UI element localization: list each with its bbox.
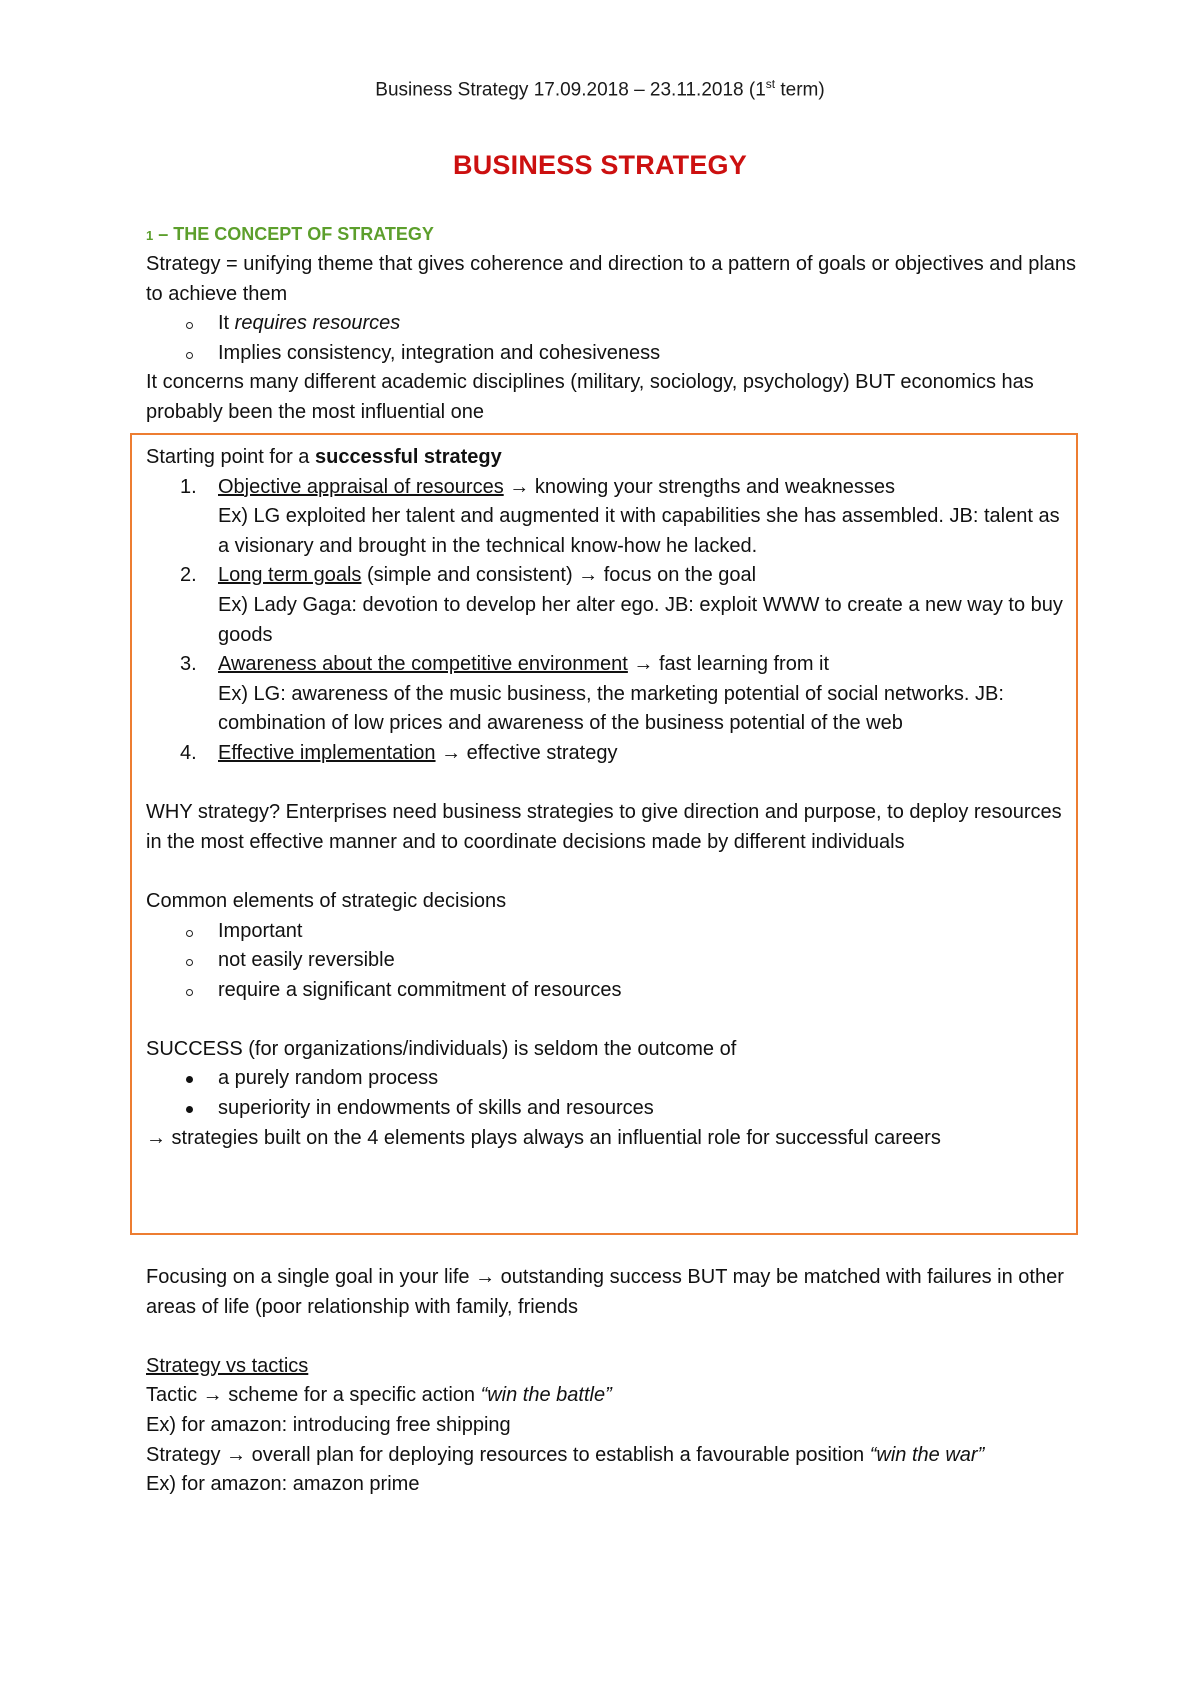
disciplines-paragraph: It concerns many different academic disciplines (military, sociology, psychology) BUT economics has probably been the most influential one xyxy=(146,371,1034,423)
item-rest: (simple and consistent) → focus on the goal xyxy=(361,564,757,587)
strategy-example: Ex) for amazon: amazon prime xyxy=(146,1473,420,1496)
spacer xyxy=(146,1005,1076,1035)
list-item: require a significant commitment of resources xyxy=(218,976,1076,1006)
definition-bullets xyxy=(146,309,1086,368)
header-text-prefix: Business Strategy 17.09.2018 – 23.11.2018 (1 xyxy=(375,79,766,101)
item-example: Ex) Lady Gaga: devotion to develop her alter ego. JB: exploit WWW to create a new way to buy goods xyxy=(218,593,1063,646)
section-number: 1 xyxy=(146,228,154,243)
strategy-text: Strategy → overall plan for deploying resources to establish a favourable position xyxy=(146,1443,870,1466)
focusing-paragraph: Focusing on a single goal in your life → outstanding success BUT may be matched with failures in other areas of life (poor relationship with family, friends xyxy=(146,1266,1064,1318)
strategy-definition: Strategy = unifying theme that gives coherence and direction to a pattern of goals or objectives and plans to achieve them xyxy=(146,253,1077,305)
page-header xyxy=(0,72,1200,102)
bullet-text: It xyxy=(218,312,235,335)
list-item: a purely random process xyxy=(218,1064,1076,1094)
item-rest: → effective strategy xyxy=(435,741,618,764)
item-number: 3. xyxy=(180,653,197,676)
section-heading-text: – THE CONCEPT OF STRATEGY xyxy=(153,224,434,244)
list-item xyxy=(180,739,1076,769)
item-underlined: Awareness about the competitive environment xyxy=(218,653,628,676)
spacer xyxy=(146,1322,1086,1352)
item-rest: → knowing your strengths and weaknesses xyxy=(503,475,896,498)
section-concept xyxy=(146,220,1086,428)
why-paragraph: WHY strategy? Enterprises need business strategies to give direction and purpose, to deploy resources in the most effective manner and to coordinate decisions made by different individuals xyxy=(146,801,1062,853)
list-item: not easily reversible xyxy=(218,946,1076,976)
tactic-line xyxy=(146,1381,1086,1411)
box-intro-bold: successful strategy xyxy=(314,446,502,468)
item-number: 4. xyxy=(180,741,197,764)
item-number: 1. xyxy=(180,475,197,498)
item-underlined: Objective appraisal of resources xyxy=(218,475,504,498)
item-underlined: Effective implementation xyxy=(218,741,436,764)
box-intro-text: Starting point for a xyxy=(146,446,315,468)
item-number: 2. xyxy=(180,564,197,587)
bullet-italic-text: requires resources xyxy=(234,312,401,335)
list-item: Important xyxy=(218,917,1076,947)
header-text-suffix: term) xyxy=(775,79,825,101)
success-elements-list xyxy=(146,473,1076,769)
strategy-line xyxy=(146,1441,1086,1471)
box-intro xyxy=(146,443,1076,473)
strategy-quote: “win the war” xyxy=(869,1443,985,1466)
common-elements-list xyxy=(146,917,1076,1006)
list-item: Implies consistency, integration and cohesiveness xyxy=(218,339,1086,369)
item-underlined: Long term goals xyxy=(218,564,362,587)
item-example: Ex) LG exploited her talent and augmented it with capabilities she has assembled. JB: talent as a visionary and brought in the technical know-how he lacked. xyxy=(218,505,1060,557)
list-item xyxy=(180,473,1076,562)
tactic-text: Tactic → scheme for a specific action xyxy=(146,1384,481,1407)
header-superscript: st xyxy=(765,77,776,91)
spacer xyxy=(146,857,1076,887)
item-example: Ex) LG: awareness of the music business, the marketing potential of social networks. JB: combination of low prices and awareness of the business potential of the web xyxy=(218,682,1004,735)
item-rest: → fast learning from it xyxy=(627,653,830,676)
list-item xyxy=(180,650,1076,739)
spacer xyxy=(146,769,1076,799)
success-list xyxy=(146,1064,1076,1123)
common-heading: Common elements of strategic decisions xyxy=(146,889,507,912)
conclusion: → strategies built on the 4 elements plays always an influential role for successful careers xyxy=(146,1126,941,1149)
section-after-box xyxy=(146,1263,1086,1500)
success-heading: SUCCESS (for organizations/individuals) is seldom the outcome of xyxy=(146,1037,737,1060)
list-item xyxy=(180,561,1076,650)
section-heading xyxy=(146,220,1086,250)
tactic-example: Ex) for amazon: introducing free shipping xyxy=(146,1413,511,1436)
highlight-box xyxy=(146,443,1076,1153)
list-item: superiority in endowments of skills and resources xyxy=(218,1094,1076,1124)
list-item xyxy=(218,309,1086,339)
strategy-vs-tactics-heading: Strategy vs tactics xyxy=(146,1354,309,1377)
document-title: BUSINESS STRATEGY xyxy=(453,150,747,180)
tactic-quote: “win the battle” xyxy=(480,1384,612,1407)
